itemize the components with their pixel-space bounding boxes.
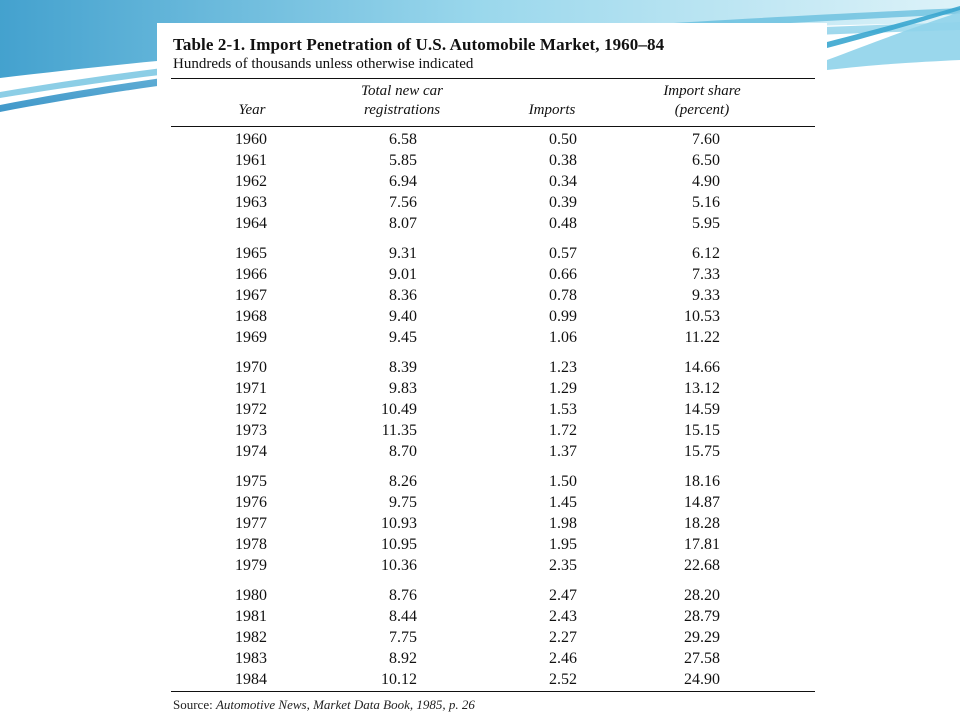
cell-share: 7.33 (692, 266, 720, 283)
table-row (157, 585, 827, 606)
table-row (157, 555, 827, 576)
cell-year: 1981 (235, 608, 267, 625)
cell-share: 27.58 (684, 650, 720, 667)
table-row (157, 129, 827, 150)
cell-imports: 1.98 (549, 515, 577, 532)
cell-imports: 0.38 (549, 152, 577, 169)
cell-total: 10.95 (381, 536, 417, 553)
cell-share: 10.53 (684, 308, 720, 325)
header-rule (171, 126, 815, 127)
cell-total: 11.35 (381, 422, 417, 439)
cell-imports: 2.47 (549, 587, 577, 604)
table-row (157, 192, 827, 213)
header-share-line1: Import share (663, 83, 741, 99)
table-row (157, 306, 827, 327)
cell-share: 5.16 (692, 194, 720, 211)
table-row (157, 420, 827, 441)
cell-imports: 2.46 (549, 650, 577, 667)
cell-total: 7.56 (389, 194, 417, 211)
cell-imports: 1.29 (549, 380, 577, 397)
cell-share: 24.90 (684, 671, 720, 688)
cell-total: 8.07 (389, 215, 417, 232)
row-group (157, 585, 827, 690)
cell-share: 17.81 (684, 536, 720, 553)
cell-share: 15.15 (684, 422, 720, 439)
header-share-line2: (percent) (674, 102, 730, 118)
cell-imports: 1.06 (549, 329, 577, 346)
cell-year: 1980 (235, 587, 267, 604)
table-row (157, 606, 827, 627)
table-row (157, 171, 827, 192)
cell-share: 6.50 (692, 152, 720, 169)
bottom-rule (171, 691, 815, 692)
table-row (157, 378, 827, 399)
cell-year: 1975 (235, 473, 267, 490)
cell-share: 5.95 (692, 215, 720, 232)
row-group (157, 357, 827, 462)
header-total-line1: Total new car (361, 83, 443, 99)
cell-total: 10.12 (381, 671, 417, 688)
top-rule (171, 78, 815, 79)
cell-year: 1976 (235, 494, 267, 511)
table-row (157, 357, 827, 378)
cell-total: 6.58 (389, 131, 417, 148)
row-group (157, 471, 827, 576)
cell-imports: 2.27 (549, 629, 577, 646)
header-total-registrations (327, 82, 477, 120)
table-row (157, 669, 827, 690)
table-row (157, 471, 827, 492)
cell-year: 1962 (235, 173, 267, 190)
cell-total: 7.75 (389, 629, 417, 646)
header-year (217, 101, 287, 120)
cell-year: 1971 (235, 380, 267, 397)
cell-year: 1964 (235, 215, 267, 232)
cell-year: 1979 (235, 557, 267, 574)
cell-total: 8.70 (389, 443, 417, 460)
cell-share: 28.79 (684, 608, 720, 625)
header-imports-label: Imports (528, 102, 576, 118)
source-label: Source: (173, 697, 213, 712)
cell-imports: 1.23 (549, 359, 577, 376)
cell-year: 1973 (235, 422, 267, 439)
cell-imports: 1.72 (549, 422, 577, 439)
header-total-line2: registrations (363, 102, 441, 118)
cell-imports: 0.57 (549, 245, 577, 262)
cell-year: 1984 (235, 671, 267, 688)
cell-share: 13.12 (684, 380, 720, 397)
cell-total: 8.92 (389, 650, 417, 667)
cell-share: 18.28 (684, 515, 720, 532)
table-row (157, 213, 827, 234)
cell-share: 29.29 (684, 629, 720, 646)
cell-year: 1961 (235, 152, 267, 169)
cell-imports: 0.48 (549, 215, 577, 232)
cell-year: 1968 (235, 308, 267, 325)
cell-imports: 0.34 (549, 173, 577, 190)
cell-total: 8.39 (389, 359, 417, 376)
cell-share: 18.16 (684, 473, 720, 490)
scanned-table-page (157, 23, 827, 720)
cell-total: 9.83 (389, 380, 417, 397)
table-title: Table 2-1. Import Penetration of U.S. Automobile Market, 1960–84 (173, 35, 665, 54)
cell-share: 15.75 (684, 443, 720, 460)
cell-total: 6.94 (389, 173, 417, 190)
cell-total: 8.36 (389, 287, 417, 304)
cell-imports: 2.43 (549, 608, 577, 625)
table-row (157, 513, 827, 534)
table-row (157, 534, 827, 555)
cell-share: 28.20 (684, 587, 720, 604)
cell-share: 14.87 (684, 494, 720, 511)
cell-year: 1977 (235, 515, 267, 532)
cell-share: 11.22 (684, 329, 720, 346)
header-year-label: Year (238, 102, 266, 118)
cell-year: 1978 (235, 536, 267, 553)
cell-year: 1966 (235, 266, 267, 283)
table-row (157, 285, 827, 306)
table-row (157, 648, 827, 669)
table-row (157, 327, 827, 348)
table-body (157, 129, 827, 699)
cell-year: 1963 (235, 194, 267, 211)
row-group (157, 243, 827, 348)
cell-imports: 0.78 (549, 287, 577, 304)
cell-total: 10.93 (381, 515, 417, 532)
cell-year: 1974 (235, 443, 267, 460)
table-row (157, 150, 827, 171)
cell-share: 9.33 (692, 287, 720, 304)
cell-imports: 1.95 (549, 536, 577, 553)
cell-imports: 1.45 (549, 494, 577, 511)
cell-share: 14.59 (684, 401, 720, 418)
cell-imports: 0.99 (549, 308, 577, 325)
table-row (157, 492, 827, 513)
cell-total: 8.76 (389, 587, 417, 604)
cell-share: 14.66 (684, 359, 720, 376)
table-row (157, 399, 827, 420)
cell-year: 1972 (235, 401, 267, 418)
cell-imports: 0.66 (549, 266, 577, 283)
cell-year: 1967 (235, 287, 267, 304)
cell-year: 1970 (235, 359, 267, 376)
cell-total: 8.44 (389, 608, 417, 625)
cell-share: 6.12 (692, 245, 720, 262)
row-group (157, 129, 827, 234)
header-imports (507, 101, 597, 120)
source-citation: Automotive News, Market Data Book, 1985, p. 26 (215, 697, 475, 712)
cell-imports: 1.37 (549, 443, 577, 460)
cell-imports: 0.39 (549, 194, 577, 211)
cell-total: 9.31 (389, 245, 417, 262)
cell-imports: 0.50 (549, 131, 577, 148)
cell-total: 9.45 (389, 329, 417, 346)
cell-year: 1960 (235, 131, 267, 148)
cell-total: 10.49 (381, 401, 417, 418)
cell-total: 9.01 (389, 266, 417, 283)
header-import-share (627, 82, 777, 120)
table-row (157, 264, 827, 285)
cell-total: 9.40 (389, 308, 417, 325)
cell-share: 7.60 (692, 131, 720, 148)
table-subtitle: Hundreds of thousands unless otherwise indicated (173, 56, 474, 72)
source-note (173, 697, 475, 713)
table-row (157, 627, 827, 648)
cell-year: 1969 (235, 329, 267, 346)
cell-share: 4.90 (692, 173, 720, 190)
cell-imports: 1.50 (549, 473, 577, 490)
cell-total: 9.75 (389, 494, 417, 511)
table-row (157, 243, 827, 264)
cell-year: 1983 (235, 650, 267, 667)
table-row (157, 441, 827, 462)
cell-share: 22.68 (684, 557, 720, 574)
cell-imports: 2.35 (549, 557, 577, 574)
cell-total: 10.36 (381, 557, 417, 574)
cell-imports: 2.52 (549, 671, 577, 688)
cell-year: 1965 (235, 245, 267, 262)
cell-imports: 1.53 (549, 401, 577, 418)
cell-total: 8.26 (389, 473, 417, 490)
cell-year: 1982 (235, 629, 267, 646)
cell-total: 5.85 (389, 152, 417, 169)
